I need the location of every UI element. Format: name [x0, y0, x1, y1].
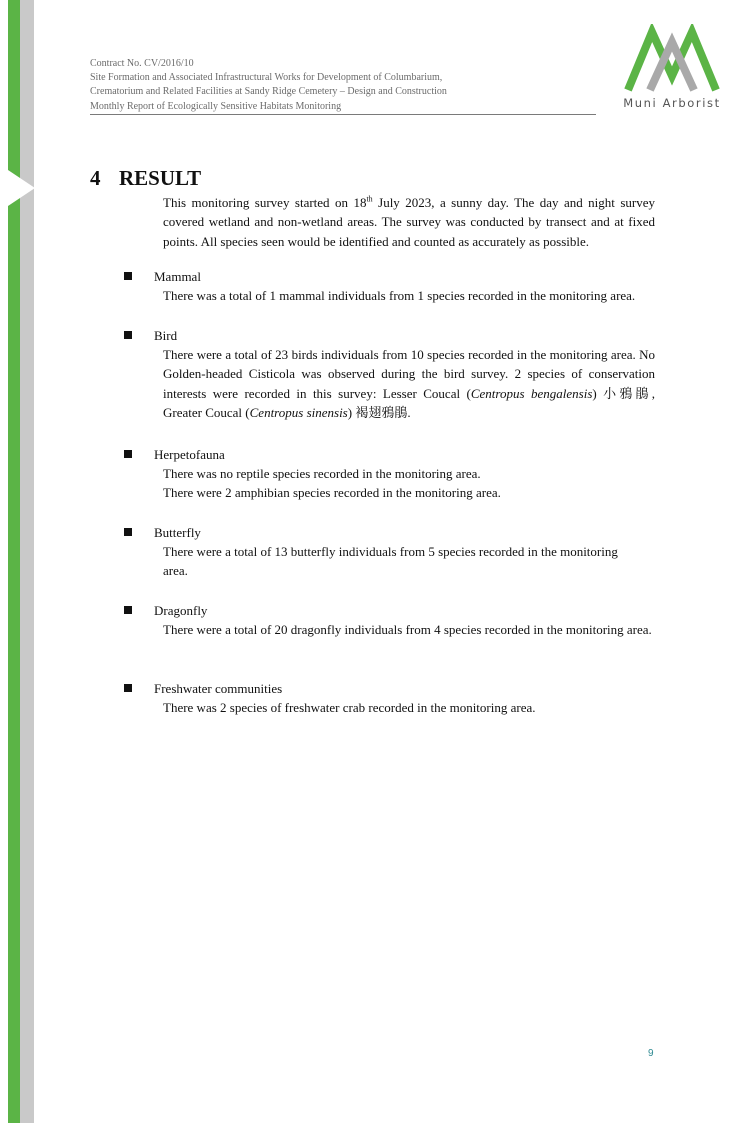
bullet-square-icon — [124, 606, 132, 614]
butterfly-text: There were a total of 13 butterfly individuals from 5 species recorded in the monitoring area. — [163, 544, 618, 579]
mammal-text: There was a total of 1 mammal individuals from 1 species recorded in the monitoring area. — [163, 288, 636, 303]
freshwater-text: There was 2 species of freshwater crab recorded in the monitoring area. — [163, 700, 536, 715]
section-dragonfly — [124, 601, 655, 639]
bird-scientific-name-1: Centropus bengalensis — [470, 385, 593, 401]
bird-text — [163, 345, 655, 423]
herpetofauna-reptile-text: There was no reptile species recorded in the monitoring area. — [163, 466, 481, 481]
header-contract-no: Contract No. CV/2016/10 — [90, 58, 194, 69]
bird-scientific-name-2: Centropus sinensis — [249, 405, 348, 421]
bird-text-part1: There were a total of 23 birds individuals from 10 species recorded in the monitoring area. No Golden-headed Cisticola was observed during the bird survey. 2 species of conservation interests were recorded in this survey: Lesser Coucal ( — [163, 347, 655, 401]
section-number: 4 — [90, 166, 101, 190]
document-header — [90, 57, 596, 114]
bullet-square-icon — [124, 684, 132, 692]
section-herpetofauna — [124, 445, 655, 503]
side-bar-notch — [8, 170, 35, 206]
page-number: 9 — [648, 1048, 654, 1059]
mountain-logo-icon — [620, 24, 724, 94]
mammal-title: Mammal — [154, 269, 201, 284]
section-mammal — [124, 267, 655, 305]
bullet-square-icon — [124, 450, 132, 458]
herpetofauna-title: Herpetofauna — [154, 447, 225, 462]
header-divider — [90, 114, 596, 115]
section-heading — [90, 166, 201, 190]
side-bar-grey — [20, 0, 34, 1123]
header-report-title: Monthly Report of Ecologically Sensitive Habitats Monitoring — [90, 100, 342, 112]
dragonfly-text: There were a total of 20 dragonfly individuals from 4 species recorded in the monitoring area. — [163, 622, 652, 637]
header-project-line2: Crematorium and Related Facilities at Sandy Ridge Cemetery – Design and Construction — [90, 86, 447, 98]
freshwater-title: Freshwater communities — [154, 681, 283, 696]
bullet-square-icon — [124, 331, 132, 339]
bullet-square-icon — [124, 272, 132, 280]
intro-text-start: This monitoring survey started on 18 — [163, 195, 367, 210]
bird-title: Bird — [154, 328, 178, 343]
section-bird — [124, 326, 655, 423]
dragonfly-title: Dragonfly — [154, 603, 208, 618]
intro-date-suffix: th — [366, 194, 373, 204]
bullet-square-icon — [124, 528, 132, 536]
side-bar-green — [8, 0, 20, 1123]
intro-text-end: July 2023, a sunny day. The day and night survey covered wetland and non-wetland areas. The survey was conducted by transect and at fixed points. All species seen would be identified and counted as accurately as possible. — [163, 195, 656, 249]
logo-text: Muni Arborist — [623, 96, 721, 110]
section-freshwater — [124, 679, 655, 717]
section-title: RESULT — [119, 166, 202, 190]
bird-text-part2: ) 小鴉鵑, Greater Coucal ( — [163, 385, 655, 421]
herpetofauna-amphibian-text: There were 2 amphibian species recorded in the monitoring area. — [163, 485, 501, 501]
intro-paragraph — [163, 193, 655, 251]
butterfly-title: Butterfly — [154, 525, 201, 540]
header-project-line1: Site Formation and Associated Infrastructural Works for Development of Columbarium, — [90, 72, 443, 84]
section-butterfly — [124, 523, 655, 581]
bird-text-part3: ) 褐翅鴉鵑. — [347, 405, 411, 421]
company-logo — [618, 24, 726, 110]
